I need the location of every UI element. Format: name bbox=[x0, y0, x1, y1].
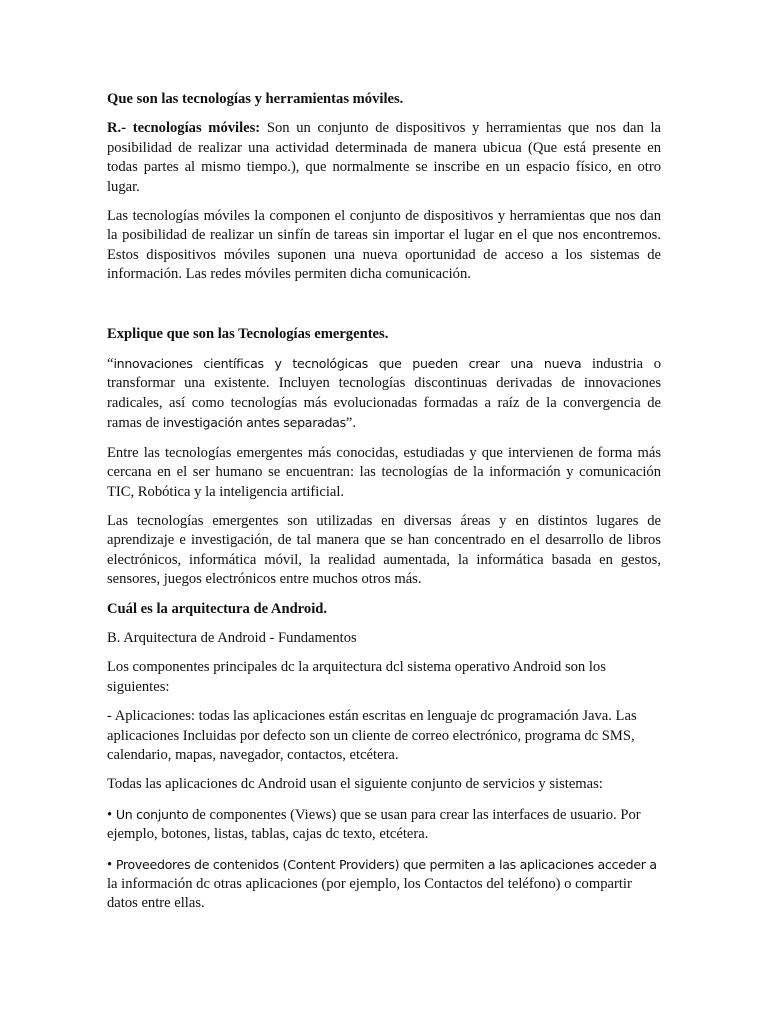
section-gap bbox=[107, 295, 661, 325]
quote-text-serif: industria o transformar una existente. Incluyen tecnologías discontinuas derivadas de innovaciones radicales, así como tecnologías más evolucionadas formadas a raíz de la convergencia de ramas de bbox=[107, 356, 662, 432]
paragraph-emerging-quote bbox=[107, 354, 661, 434]
bullet-text-sans: Un conjunto bbox=[112, 806, 189, 822]
paragraph-emerging-known: Entre las tecnologías emergentes más conocidas, estudiadas y que intervienen de forma más cercana en el ser humano se encuentran: las tecnologías de la información y comunicación TIC, Robótica y la inteligencia artificial. bbox=[107, 444, 661, 500]
answer-lead: R.- tecnologías móviles: bbox=[107, 120, 261, 137]
paragraph-android-services: Todas las aplicaciones dc Android usan el siguiente conjunto de servicios y sistemas: bbox=[107, 776, 603, 793]
paragraph-mobile-definition bbox=[107, 119, 661, 197]
heading-android-architecture: Cuál es la arquitectura de Android. bbox=[107, 600, 328, 617]
bullet-views bbox=[107, 805, 661, 845]
quote-open: “ bbox=[107, 356, 114, 373]
bullet-marker: • bbox=[107, 806, 113, 823]
quote-text-sans-b: investigación antes separadas bbox=[162, 415, 346, 431]
paragraph-mobile-components: Las tecnologías móviles la componen el conjunto de dispositivos y herramientas que nos dan la posibilidad de realizar un sinfín de tareas sin importar el lugar en el que nos encontremos. Estos dispositivos móviles suponen una nueva oportunidad de acceso a los sistemas de información. Las redes móviles permiten dicha comunicación. bbox=[107, 208, 661, 283]
bullet-content-providers bbox=[107, 855, 661, 914]
bullet-marker: • bbox=[107, 856, 113, 873]
heading-mobile-technologies: Que son las tecnologías y herramientas móviles. bbox=[107, 91, 404, 107]
paragraph-android-components: Los componentes principales dc la arquitectura dcl sistema operativo Android son los siguientes: bbox=[107, 659, 606, 695]
quote-close: ”. bbox=[345, 415, 357, 432]
paragraph-android-subtitle: B. Arquitectura de Android - Fundamentos bbox=[107, 629, 357, 646]
paragraph-emerging-uses: Las tecnologías emergentes son utilizadas en diversas áreas y en distintos lugares de aprendizaje e investigación, de tal manera que se han concentrado en el desarrollo de libros electrónicos, informática móvil, la realidad aumentada, la informática basada en gestos, sensores, juegos electrónicos entre muchos otros más. bbox=[107, 512, 661, 588]
document-page bbox=[107, 90, 661, 924]
answer-text: Son un conjunto de dispositivos y herramientas que nos dan la posibilidad de realizar una actividad determinada de manera ubicua (Que está presente en todas partes al mismo tiempo.), que normalmente se inscribe en un espacio físico, en otro lugar. bbox=[107, 120, 661, 195]
heading-emerging-technologies: Explique que son las Tecnologías emergentes. bbox=[107, 325, 389, 342]
paragraph-android-apps: - Aplicaciones: todas las aplicaciones están escritas en lenguaje dc programación Java. Las aplicaciones Incluidas por defecto son un cliente de correo electrónico, programa dc SMS, calendario, mapas, navegador, contactos, etcétera. bbox=[107, 708, 637, 763]
quote-text-sans-a: innovaciones científicas y tecnológicas que pueden crear una nueva bbox=[113, 356, 582, 372]
bullet-text-serif: de componentes (Views) que se usan para crear las interfaces de usuario. Por ejemplo, botones, listas, tablas, cajas dc texto, etcétera. bbox=[107, 806, 641, 843]
bullet-text-serif: la información dc otras aplicaciones (por ejemplo, los Contactos del teléfono) o compartir datos entre ellas. bbox=[107, 876, 632, 912]
bullet-text-sans: Proveedores de contenidos (Content Providers) que permiten a las aplicaciones acceder a bbox=[112, 856, 657, 872]
